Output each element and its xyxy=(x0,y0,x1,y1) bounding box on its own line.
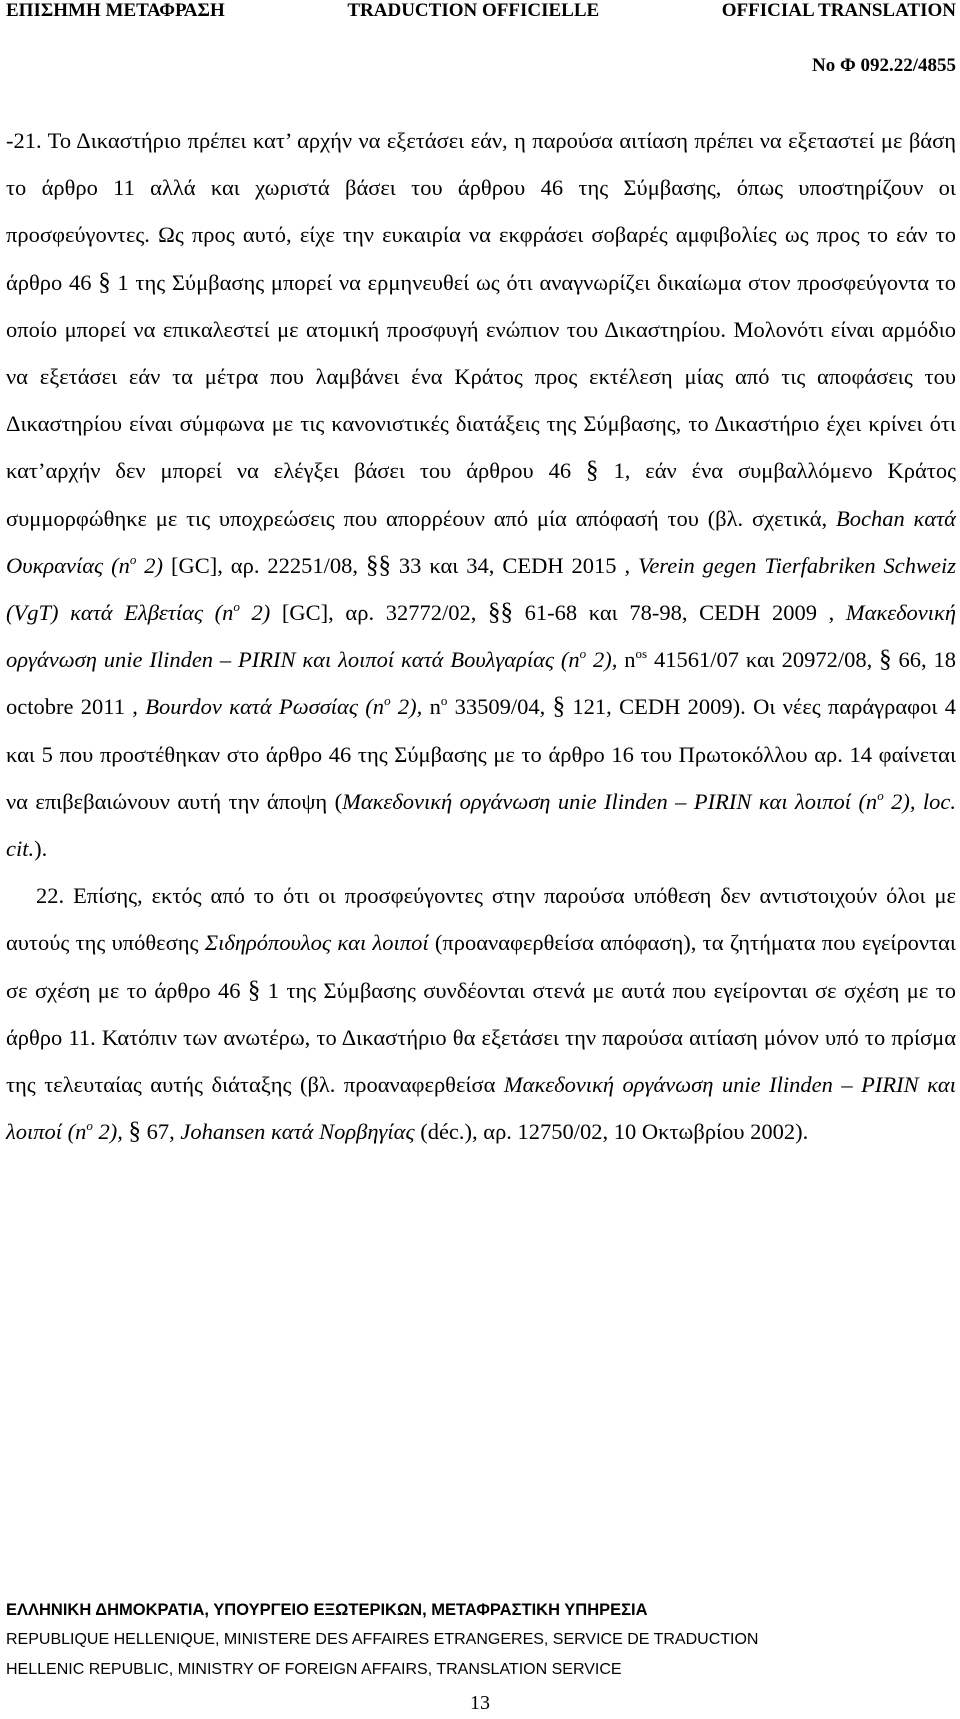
case-citation: Σιδηρόπουλος και λοιποί xyxy=(204,930,429,956)
header-french: TRADUCTION OFFICIELLE xyxy=(347,0,600,21)
paragraph-22 xyxy=(6,872,956,1155)
text-run: 33 και 34, CEDH 2015 , xyxy=(390,552,639,578)
text-run: 1 της Σύμβασης συνδέονται στενά με αυτά που εγείρονται σε σχέση με το άρθρο 11. Κατόπιν των ανωτέρω, το Δικαστήριο θα εξετάσει την παρούσα αιτίαση μόνον υπό το πρίσμα της τελευταίας αυτής διάταξης (βλ. προαναφερθείσα xyxy=(6,977,956,1098)
footer-english: HELLENIC REPUBLIC, MINISTRY OF FOREIGN AFFAIRS, TRANSLATION SERVICE xyxy=(6,1661,622,1678)
text-run: 22. Επίσης, εκτός από το ότι οι προσφεύγοντες στην παρούσα υπόθεση δεν αντιστοιχούν όλοι με αυτούς της υπόθεσης xyxy=(6,883,956,956)
superscript: ο xyxy=(129,551,137,567)
text-run: 1, εάν ένα συμβαλλόμενο Κράτος συμμορφώθηκε με τις υποχρεώσεις που απορρέουν από μία απόφασή του (βλ. σχετικά, xyxy=(6,458,956,531)
case-citation: Johansen κατά Νορβηγίας xyxy=(180,1119,415,1145)
section-symbol: § xyxy=(128,1118,142,1146)
document-footer xyxy=(6,1595,956,1685)
case-citation: Μακεδονική οργάνωση unie Ilinden – PIRIN και λοιποί κατά Βουλγαρίας (n xyxy=(6,600,957,673)
text-run: 33509/04, xyxy=(447,694,553,720)
text-run: 67, xyxy=(141,1119,181,1145)
text-run: 61-68 και 78-98, CEDH 2009 , xyxy=(512,600,846,626)
section-symbol: § xyxy=(586,457,599,485)
superscript: os xyxy=(635,646,648,662)
case-citation: Μακεδονική οργάνωση unie Ilinden – PIRIN και λοιποί (n xyxy=(342,788,878,814)
footer-french: REPUBLIQUE HELLENIQUE, MINISTERE DES AFFAIRES ETRANGERES, SERVICE DE TRADUCTION xyxy=(6,1631,759,1648)
text-run: n xyxy=(617,647,636,673)
superscript: o xyxy=(86,1118,93,1134)
superscript: o xyxy=(440,693,448,709)
case-citation: 2), xyxy=(390,694,423,720)
text-run: n xyxy=(422,694,441,720)
case-citation: Bochan κατά Ουκρανίας (n xyxy=(6,505,956,578)
header-greek: ΕΠΙΣΗΜΗ ΜΕΤΑΦΡΑΣΗ xyxy=(6,0,225,21)
text-run: ). xyxy=(34,836,48,862)
text-run: (προαναφερθείσα απόφαση), τα ζητήματα που εγείρονται σε σχέση με το άρθρο 46 xyxy=(6,930,956,1003)
case-citation: 2), xyxy=(92,1119,123,1145)
superscript: o xyxy=(579,646,587,662)
case-citation: 2), xyxy=(586,647,618,673)
superscript: ο xyxy=(233,599,240,615)
section-symbol: § xyxy=(879,646,892,674)
text-run: 66, 18 octobre 2011 , xyxy=(6,647,957,720)
section-symbol: §§ xyxy=(487,599,513,627)
section-symbol: § xyxy=(552,693,566,721)
case-citation: 2), loc. cit. xyxy=(6,788,956,862)
reference-number: Νο Φ 092.22/4855 xyxy=(811,55,956,76)
superscript: o xyxy=(877,787,884,803)
case-citation: Verein gegen Tierfabriken Schweiz (VgT) κατά Ελβετίας (n xyxy=(6,552,956,626)
text-run: [GC], αρ. 22251/08, xyxy=(163,552,366,578)
section-symbol: §§ xyxy=(365,551,391,579)
case-citation: Bourdov κατά Ρωσσίας (n xyxy=(145,694,385,720)
case-citation: Μακεδονική οργάνωση unie Ilinden – PIRIN και λοιποί (n xyxy=(6,1072,956,1145)
footer-greek: ΕΛΛΗΝΙΚΗ ΔΗΜΟΚΡΑΤΙΑ, ΥΠΟΥΡΓΕΙΟ ΕΞΩΤΕΡΙΚΩΝ, ΜΕΤΑΦΡΑΣΤΙΚΗ ΥΠΗΡΕΣΙΑ xyxy=(6,1601,648,1619)
text-run: 1 της Σύμβασης μπορεί να ερμηνευθεί ως ότι αναγνωρίζει δικαίωμα στον προσφεύγοντα το οποίο μπορεί να επικαλεστεί με ατομική προσφυγή ενώπιον του Δικαστηρίου. Μολονότι είναι αρμόδιο να εξετάσει εάν τα μέτρα που λαμβάνει ένα Κράτος προς εκτέλεση μίας από τις αποφάσεις του Δικαστηρίου είναι σύμφωνα με τις κανονιστικές διατάξεις της Σύμβασης, το Δικαστήριο έχει κρίνει ότι κατ’αρχήν δεν μπορεί να ελέγξει βάσει του άρθρου 46 xyxy=(6,269,957,484)
translation-banner xyxy=(6,0,956,22)
section-symbol: § xyxy=(247,976,261,1004)
text-run: [GC], αρ. 32772/02, xyxy=(270,600,488,626)
text-run: -21. Το Δικαστήριο πρέπει κατ’ αρχήν να εξετάσει εάν, η παρούσα αιτίαση πρέπει να εξεταστεί με βάση το άρθρο 11 αλλά και χωριστά βάσει του άρθρου 46 της Σύμβασης, όπως υποστηρίζουν οι προσφεύγοντες. Ως προς αυτό, είχε την ευκαιρία να εκφράσει σοβαρές αμφιβολίες ως προς το εάν το άρθρο 46 xyxy=(6,128,956,295)
header-english: OFFICIAL TRANSLATION xyxy=(721,0,956,21)
case-citation: 2) xyxy=(136,552,164,578)
text-run: 41561/07 και 20972/08, xyxy=(647,647,880,673)
paragraph-21 xyxy=(6,117,956,872)
section-symbol: § xyxy=(98,268,111,296)
document-header xyxy=(6,0,956,76)
text-run: (déc.), αρ. 12750/02, 10 Οκτωβρίου 2002). xyxy=(414,1119,809,1145)
case-citation: 2) xyxy=(239,600,271,626)
text-run: 121, CEDH 2009). Οι νέες παράγραφοι 4 και 5 που προστέθηκαν στο άρθρο 46 της Σύμβασης με το άρθρο 16 του Πρωτοκόλλου αρ. 14 φαίνεται να επιβεβαιώνουν αυτή την άποψη ( xyxy=(6,694,956,814)
page-number: 13 xyxy=(470,1692,490,1714)
superscript: o xyxy=(384,693,391,709)
document-body xyxy=(6,117,956,1155)
